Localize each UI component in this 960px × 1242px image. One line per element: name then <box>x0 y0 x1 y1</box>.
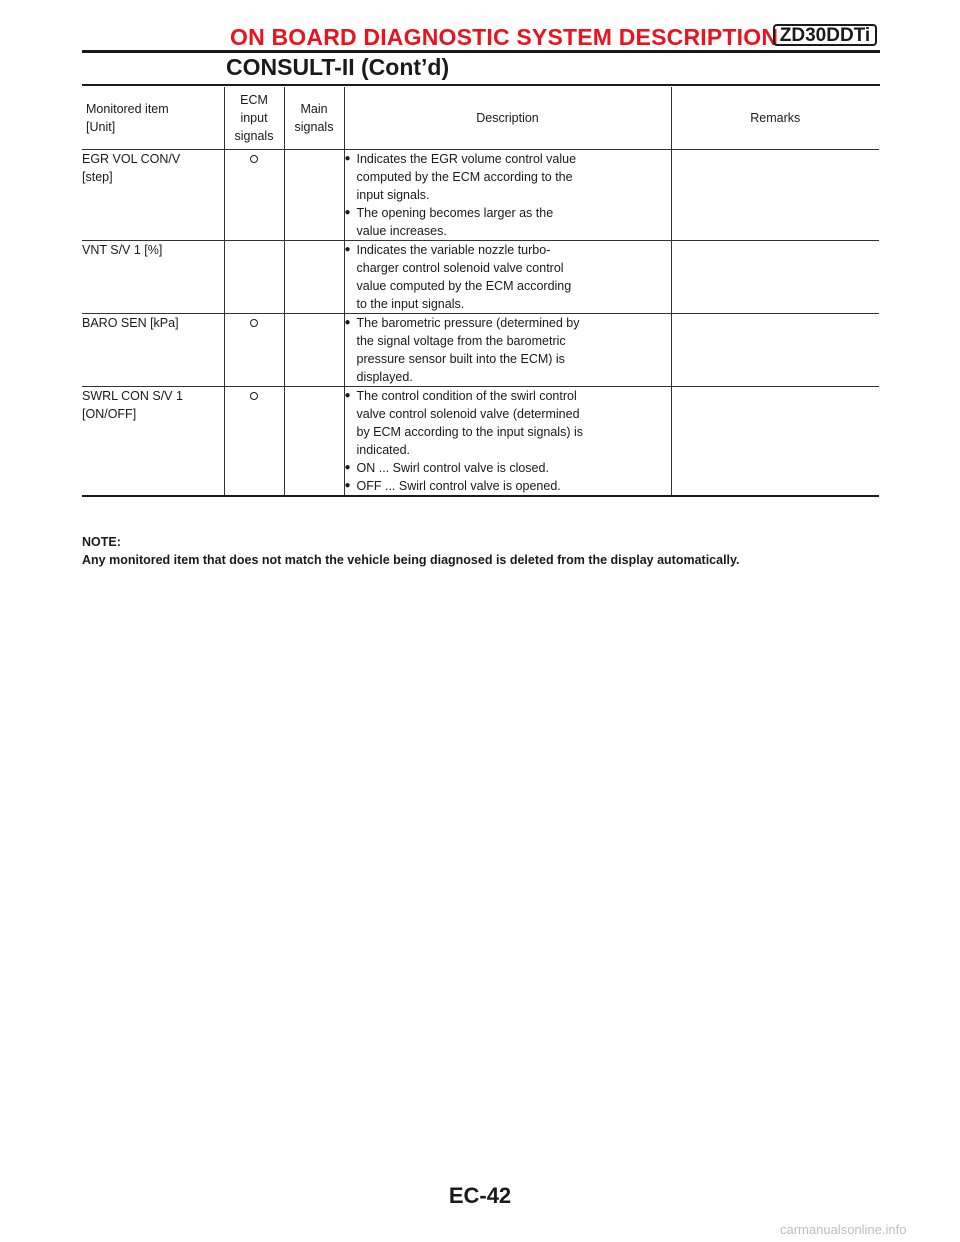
header-subtitle: CONSULT-II (Cont’d) <box>226 54 450 80</box>
note-text: Any monitored item that does not match the vehicle being diagnosed is deleted from the display automatically. <box>82 553 740 567</box>
open-circle-icon <box>250 392 258 400</box>
cell-description <box>344 314 671 387</box>
header-rule-top <box>82 50 880 53</box>
cell-description <box>344 150 671 241</box>
open-circle-icon <box>250 155 258 163</box>
list-item: ● Indicates the variable nozzle turbo- charger control solenoid valve control value computed by the ECM according to the input signals. <box>344 243 572 311</box>
watermark: carmanualsonline.info <box>780 1222 907 1237</box>
cell-main-signal <box>284 314 344 387</box>
cell-remarks <box>671 150 879 241</box>
cell-item: BARO SEN [kPa] <box>82 314 224 387</box>
cell-main-signal <box>284 241 344 314</box>
cell-item: EGR VOL CON/V [step] <box>82 150 224 241</box>
page-header <box>0 0 960 90</box>
cell-remarks <box>671 314 879 387</box>
bullet-icon: ● <box>344 207 351 218</box>
open-circle-icon <box>250 319 258 327</box>
page-number: EC-42 <box>448 1183 512 1208</box>
bullet-icon: ● <box>344 244 351 255</box>
monitored-items-table <box>82 87 879 497</box>
list-item: ● Indicates the EGR volume control value computed by the ECM according to the input signals. <box>344 152 577 202</box>
engine-code-badge: ZD30DDTi <box>773 24 877 46</box>
list-item: ● OFF ... Swirl control valve is opened. <box>344 479 561 493</box>
bullet-icon: ● <box>344 480 351 491</box>
table-header-row <box>82 87 879 150</box>
header-title: ON BOARD DIAGNOSTIC SYSTEM DESCRIPTION <box>230 24 779 50</box>
cell-ecm-input <box>224 387 284 497</box>
bullet-icon: ● <box>344 317 351 328</box>
header-remarks: Remarks <box>671 87 879 150</box>
cell-item: VNT S/V 1 [%] <box>82 241 224 314</box>
cell-ecm-input <box>224 150 284 241</box>
list-item: ● The control condition of the swirl control valve control solenoid valve (determined by ECM according to the input signals) is indicated. <box>344 389 583 457</box>
header-monitored-item: Monitored item [Unit] <box>82 87 224 150</box>
list-item: ● ON ... Swirl control valve is closed. <box>344 461 549 475</box>
header-main-signals: Main signals <box>284 87 344 150</box>
table-row <box>82 150 879 241</box>
cell-ecm-input <box>224 241 284 314</box>
cell-remarks <box>671 241 879 314</box>
note-block <box>82 533 882 569</box>
note-label: NOTE: <box>82 535 121 549</box>
table-row <box>82 314 879 387</box>
header-rule-bottom <box>82 84 880 86</box>
cell-description <box>344 241 671 314</box>
cell-remarks <box>671 387 879 497</box>
bullet-icon: ● <box>344 462 351 473</box>
table-row <box>82 387 879 497</box>
bullet-icon: ● <box>344 153 351 164</box>
cell-item: SWRL CON S/V 1 [ON/OFF] <box>82 387 224 497</box>
cell-main-signal <box>284 150 344 241</box>
table-row <box>82 241 879 314</box>
cell-ecm-input <box>224 314 284 387</box>
cell-main-signal <box>284 387 344 497</box>
list-item: ● The barometric pressure (determined by the signal voltage from the barometric pressure sensor built into the ECM) is displayed. <box>344 316 580 384</box>
header-description: Description <box>344 87 671 150</box>
bullet-icon: ● <box>344 390 351 401</box>
list-item: ● The opening becomes larger as the value increases. <box>344 206 554 238</box>
header-ecm-input: ECM input signals <box>224 87 284 150</box>
cell-description <box>344 387 671 497</box>
